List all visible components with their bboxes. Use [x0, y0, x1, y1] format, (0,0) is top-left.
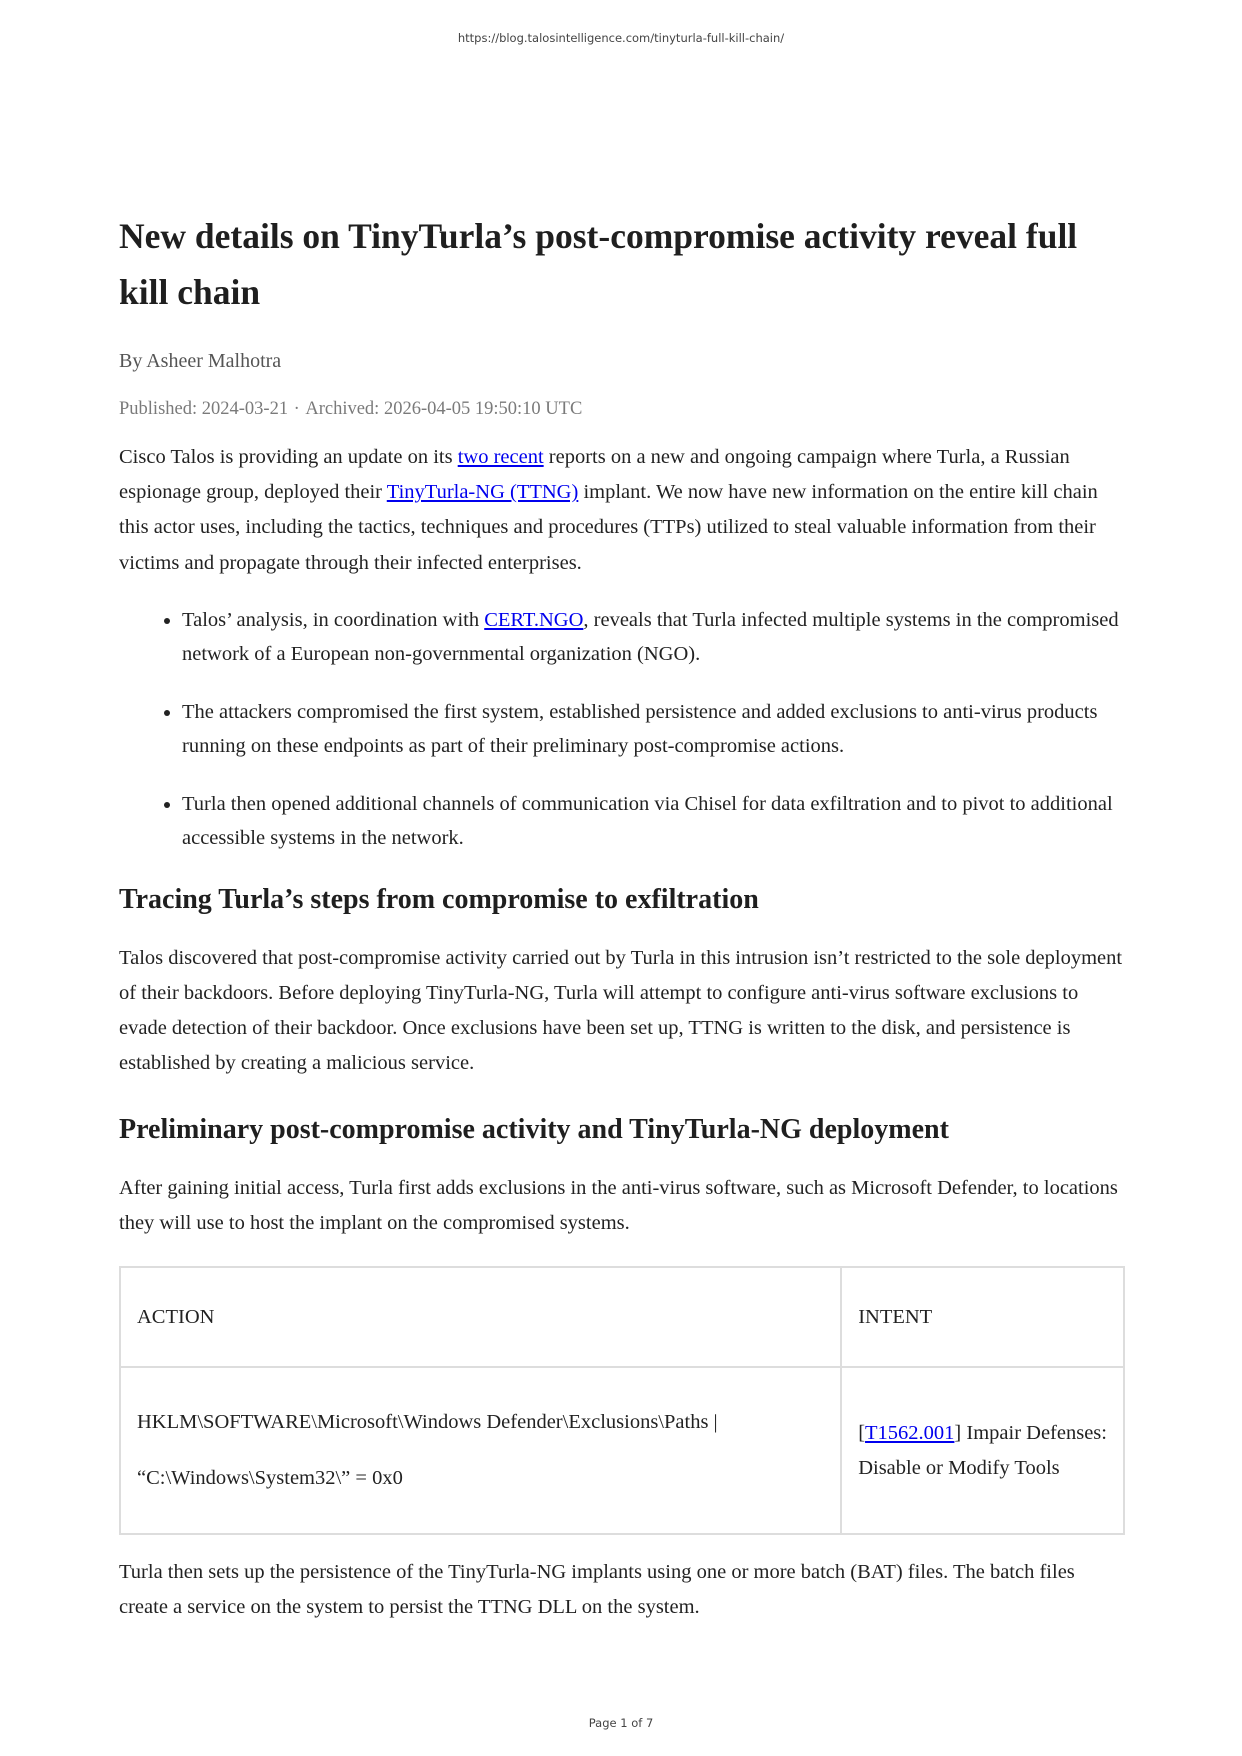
table-cell-action: [120, 1367, 841, 1534]
closing-paragraph: Turla then sets up the persistence of the TinyTurla-NG implants using one or more batch (BAT) files. The batch files create a service on the system to persist the TTNG DLL on the system.: [119, 1561, 1075, 1619]
table-header-intent: INTENT: [841, 1267, 1124, 1367]
table-header-row: [120, 1267, 1124, 1367]
list-item: • Turla then opened additional channels of communication via Chisel for data exfiltration and to pivot to additional accessible systems in the network.: [182, 787, 1125, 856]
intro-text-2: reports on a new and ongoing campaign where Turla, a Russian espionage group, deployed their: [119, 446, 1070, 504]
article-meta: [119, 395, 1125, 423]
intent-description: ] Impair Defenses: Disable or Modify Tools: [858, 1421, 1107, 1479]
table-cell-intent: [841, 1367, 1124, 1534]
registry-path-text: HKLM\SOFTWARE\Microsoft\Windows Defender\Exclusions\Paths |: [137, 1411, 718, 1434]
intro-paragraph: [119, 440, 1125, 581]
summary-bullet-list: [119, 603, 1125, 856]
intro-text-1: Cisco Talos is providing an update on its: [119, 446, 458, 468]
tracing-paragraph: Talos discovered that post-compromise activity carried out by Turla in this intrusion isn’t restricted to the sole deployment of their backdoors. Before deploying TinyTurla-NG, Turla will attempt to configure anti-virus software exclusions to evade detection of their backdoor. Once exclusions have been set up, TTNG is written to the disk, and persistence is established by creating a malicious service.: [119, 946, 1123, 1075]
preliminary-paragraph: After gaining initial access, Turla first adds exclusions in the anti-virus software, such as Microsoft Defender, to locations they will use to host the implant on the compromised systems.: [119, 1176, 1118, 1234]
article-title: New details on TinyTurla’s post-compromise activity reveal full kill chain: [119, 216, 1078, 312]
two-recent-link[interactable]: two recent: [457, 446, 544, 468]
cert-ngo-link[interactable]: CERT.NGO: [484, 608, 584, 631]
page-url-header: https://blog.talosintelligence.com/tinyturla-full-kill-chain/: [457, 31, 785, 45]
registry-value-text: “C:\Windows\System32\” = 0x0: [137, 1467, 403, 1490]
article-content: [119, 208, 1125, 1625]
meta-separator: ·: [293, 399, 300, 419]
intro-text-3: implant. We now have new information on the entire kill chain this actor uses, including the tactics, techniques and procedures (TTPs) utilized to steal valuable information from their victims and propagate through their infected enterprises.: [119, 481, 1098, 574]
section-heading-preliminary: Preliminary post-compromise activity and TinyTurla-NG deployment: [119, 1113, 949, 1145]
table-row: [120, 1367, 1124, 1534]
published-date: Published: 2024-03-21: [119, 399, 289, 419]
intent-bracket: [: [858, 1421, 866, 1444]
table-header-action: ACTION: [120, 1267, 841, 1367]
page-number: Page 1 of 7: [588, 1716, 654, 1730]
list-item: • The attackers compromised the first system, established persistence and added exclusions to anti-virus products running on these endpoints as part of their preliminary post-compromise actions.: [182, 695, 1125, 764]
mitre-t1562-link[interactable]: T1562.001: [865, 1421, 955, 1444]
list-item: [182, 603, 1125, 672]
bullet-1-text-post: , reveals that Turla infected multiple systems in the compromised network of a European non-governmental organization (NGO).: [182, 608, 1119, 666]
action-intent-table: [119, 1266, 1125, 1535]
article-byline: By Asheer Malhotra: [119, 350, 282, 372]
tinyturla-ng-link[interactable]: TinyTurla-NG (TTNG): [386, 481, 579, 504]
bullet-1-text-pre: Talos’ analysis, in coordination with: [182, 608, 485, 631]
section-heading-tracing: Tracing Turla’s steps from compromise to exfiltration: [119, 883, 759, 915]
archived-date: Archived: 2026-04-05 19:50:10 UTC: [305, 399, 583, 419]
